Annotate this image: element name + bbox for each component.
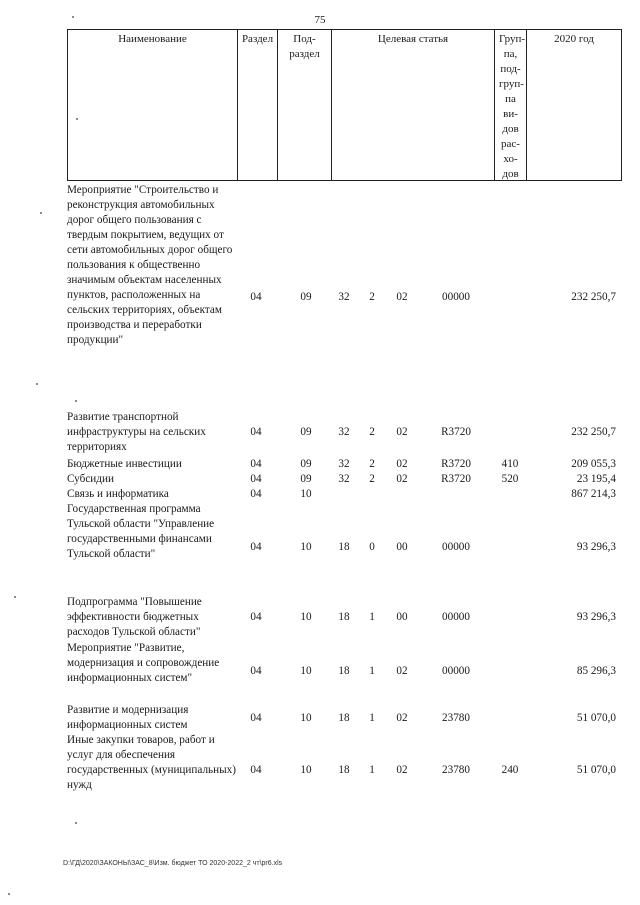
row-sum: 867 214,3 [571,488,616,500]
row-target-subprogram: 2 [369,426,375,438]
row-target-subprogram: 2 [369,458,375,470]
header-name: Наименование [67,29,237,181]
row-sum: 93 296,3 [576,541,616,553]
row-podrazdel: 10 [300,611,312,623]
scan-speck [8,893,10,895]
header-tselevaya: Целевая статья [331,29,494,181]
row-razdel: 04 [250,458,262,470]
row-target-direction: 00000 [442,611,470,623]
row-sum: 232 250,7 [571,291,616,303]
row-target-direction: 00000 [442,291,470,303]
row-target-program: 18 [338,764,350,776]
row-razdel: 04 [250,291,262,303]
scan-speck [76,118,78,120]
row-razdel: 04 [250,541,262,553]
row-name: Подпрограмма "Повышение эффективности бюджетных расходов Тульской области" [67,596,202,638]
row-target-event: 02 [396,764,408,776]
row-target-subprogram: 1 [369,764,375,776]
row-podrazdel: 09 [300,473,312,485]
row-target-subprogram: 0 [369,541,375,553]
row-target-direction: 00000 [442,665,470,677]
row-podrazdel: 09 [300,291,312,303]
row-sum: 51 070,0 [576,764,616,776]
row-gruppa: 410 [501,458,519,470]
row-sum: 232 250,7 [571,426,616,438]
row-target-direction: R3720 [441,426,471,438]
row-target-event: 02 [396,291,408,303]
row-target-program: 18 [338,712,350,724]
row-name: Развитие транспортной инфраструктуры на сельских территориях [67,411,206,453]
row-target-subprogram: 2 [369,291,375,303]
row-target-program: 18 [338,541,350,553]
row-podrazdel: 10 [300,665,312,677]
row-target-direction: 23780 [442,764,470,776]
row-sum: 93 296,3 [576,611,616,623]
row-target-event: 00 [396,611,408,623]
scan-speck [75,400,77,402]
row-target-subprogram: 2 [369,473,375,485]
row-target-event: 02 [396,665,408,677]
row-target-direction: 00000 [442,541,470,553]
row-name: Субсидии [67,473,114,485]
header-razdel: Раздел [237,29,277,181]
row-target-program: 18 [338,611,350,623]
row-target-program: 32 [338,458,350,470]
row-target-direction: R3720 [441,458,471,470]
row-name: Бюджетные инвестиции [67,458,182,470]
row-name: Мероприятие "Строительство и реконструкция автомобильных дорог общего пользования с твердым покрытием, ведущих от сети автомобильных дорог общего пользования к общественно значимым объектам населенных пунктов, расположенных на сельских территориях, объектам производства и переработки продукции" [67,184,233,346]
row-podrazdel: 10 [300,488,312,500]
row-podrazdel: 09 [300,426,312,438]
scan-speck [40,212,42,214]
row-sum: 51 070,0 [576,712,616,724]
row-razdel: 04 [250,426,262,438]
row-podrazdel: 09 [300,458,312,470]
scan-speck [36,383,38,385]
row-target-event: 02 [396,712,408,724]
row-name: Государственная программа Тульской области "Управление государственными финансами Тульской области" [67,503,215,560]
row-razdel: 04 [250,488,262,500]
row-target-event: 02 [396,458,408,470]
page-number: 75 [314,14,326,26]
row-razdel: 04 [250,665,262,677]
row-gruppa: 520 [501,473,519,485]
row-target-subprogram: 1 [369,665,375,677]
row-target-program: 32 [338,291,350,303]
row-target-event: 02 [396,426,408,438]
row-name: Развитие и модернизация информационных систем [67,704,189,731]
row-razdel: 04 [250,764,262,776]
row-podrazdel: 10 [300,712,312,724]
row-target-program: 18 [338,665,350,677]
row-target-program: 32 [338,426,350,438]
scan-speck [75,822,77,824]
row-razdel: 04 [250,712,262,724]
row-sum: 23 195,4 [576,473,616,485]
row-sum: 85 296,3 [576,665,616,677]
row-gruppa: 240 [501,764,519,776]
row-target-event: 02 [396,473,408,485]
scan-speck [72,16,74,18]
row-target-event: 00 [396,541,408,553]
header-gruppa: Груп-па, под-груп-па ви-дов рас-хо-дов [494,29,526,181]
row-name: Мероприятие "Развитие, модернизация и сопровождение информационных систем" [67,642,220,684]
row-target-program: 32 [338,473,350,485]
row-sum: 209 055,3 [571,458,616,470]
header-podrazdel: Под-раздел [277,29,331,181]
row-razdel: 04 [250,611,262,623]
row-podrazdel: 10 [300,541,312,553]
row-razdel: 04 [250,473,262,485]
row-podrazdel: 10 [300,764,312,776]
row-target-subprogram: 1 [369,611,375,623]
file-path-footer: D:\ГД\2020\ЗАКОНЫ\ЗАС_8\Изм. бюджет ТО 2020-2022_2 чт\pr6.xls [63,860,283,867]
header-year: 2020 год [526,29,622,181]
row-target-subprogram: 1 [369,712,375,724]
row-name: Иные закупки товаров, работ и услуг для обеспечения государственных (муниципальных) нужд [67,734,236,791]
scan-speck [14,596,16,598]
row-target-direction: R3720 [441,473,471,485]
row-name: Связь и информатика [67,488,169,500]
row-target-direction: 23780 [442,712,470,724]
